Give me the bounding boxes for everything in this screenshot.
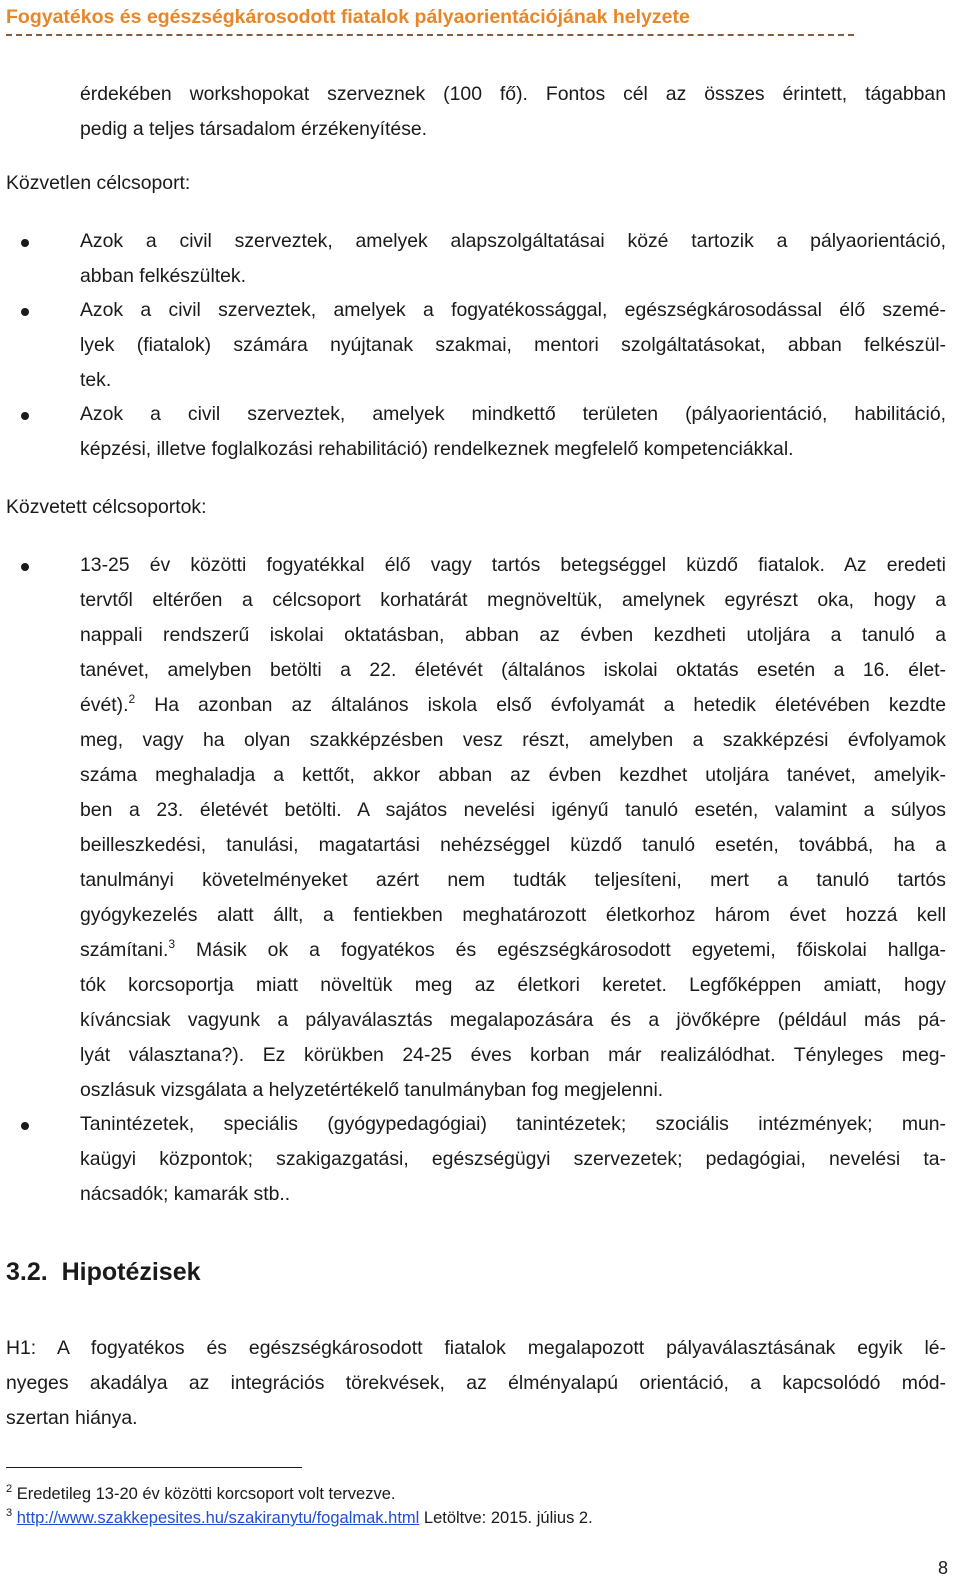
section-heading: 3.2. Hipotézisek <box>6 1258 201 1286</box>
list-item-line: Tanintézetek, speciális (gyógypedagógiai) tanintézetek; szociális intézmények; mun- <box>80 1113 946 1135</box>
list-item-line: beilleszkedési, tanulási, magatartási nehézséggel küzdő tanuló esetén, továbbá, ha a <box>80 834 946 856</box>
footnote-ref[interactable]: 2 <box>128 692 136 706</box>
paragraph-line: H1: A fogyatékos és egészségkárosodott fiatalok megalapozott pályaválasztásának egyik lé- <box>6 1337 946 1359</box>
list-item-line <box>80 938 946 962</box>
list-item-line: kaügyi központok; szakigazgatási, egészségügyi szervezetek; pedagógiai, nevelési ta- <box>80 1148 946 1170</box>
section-label-indirect: Közvetett célcsoportok: <box>6 496 207 518</box>
list-item-line: 13-25 év közötti fogyatékkal élő vagy tartós betegséggel küzdő fiatalok. Az eredeti <box>80 554 946 576</box>
list-item-line: meg, vagy ha olyan szakképzésben vesz részt, amelyben a szakképzési évfolyamok <box>80 729 946 751</box>
footnote-link[interactable]: http://www.szakkepesites.hu/szakiranytu/fogalmak.html <box>16 1509 420 1527</box>
list-item-line: tanulmányi követelményeket azért nem tudták teljesíteni, mert a tanuló tartós <box>80 869 946 891</box>
list-item-line: nácsadók; kamarák stb.. <box>80 1183 291 1205</box>
footnote-divider <box>6 1467 302 1468</box>
bullet-icon <box>21 308 29 316</box>
list-item-line: lyek (fiatalok) számára nyújtanak szakmai, mentori szolgáltatásokat, abban felkészül- <box>80 334 946 356</box>
footnote-ref[interactable]: 3 <box>168 937 176 951</box>
list-item-line <box>80 693 946 717</box>
list-item-line: Azok a civil szerveztek, amelyek alapszolgáltatásai közé tartozik a pályaorientáció, <box>80 230 946 252</box>
header-divider <box>6 34 854 36</box>
list-item-line: Azok a civil szerveztek, amelyek a fogyatékossággal, egészségkárosodással élő szemé- <box>80 299 946 321</box>
text-run: Másik ok a fogyatékos és egészségkárosodott egyetemi, főiskolai hallga- <box>175 939 946 961</box>
list-item-line: tek. <box>80 369 112 391</box>
footnote-number: 2 <box>6 1483 13 1495</box>
footnote-text: Letöltve: 2015. július 2. <box>419 1509 593 1527</box>
paragraph-line: szertan hiánya. <box>6 1407 138 1429</box>
list-item-line: Azok a civil szerveztek, amelyek mindkettő területen (pályaorientáció, habilitáció, <box>80 403 946 425</box>
list-item-line: nappali rendszerű iskolai oktatásban, abban az évben kezdheti utoljára a tanuló a <box>80 624 946 646</box>
page-number: 8 <box>937 1558 948 1578</box>
list-item-line: gyógykezelés alatt állt, a fentiekben meghatározott életkorhoz három évet hozzá kell <box>80 904 946 926</box>
header-title: Fogyatékos és egészségkárosodott fiatalok pályaorientációjának helyzete <box>6 6 690 28</box>
text-run: számítani. <box>80 939 169 961</box>
list-item-line: oszlásuk vizsgálata a helyzetértékelő tanulmányban fog megjelenni. <box>80 1079 664 1101</box>
paragraph-line: nyeges akadálya az integrációs törekvések, az élményalapú orientáció, a kapcsolódó mód- <box>6 1372 946 1394</box>
footnote-number: 3 <box>6 1507 13 1519</box>
list-item-line: képzési, illetve foglalkozási rehabilitáció) rendelkeznek megfelelő kompetenciákkal. <box>80 438 794 460</box>
list-item-line: ben a 23. életévét betölti. A sajátos nevelési igényű tanuló esetén, valamint a súlyos <box>80 799 946 821</box>
list-item-line: száma meghaladja a kettőt, akkor abban az évben kezdhet utoljára tanévet, amelyik- <box>80 764 946 786</box>
footnote <box>6 1508 593 1528</box>
section-label-direct: Közvetlen célcsoport: <box>6 172 191 194</box>
footnote-text: Eredetileg 13-20 év közötti korcsoport volt tervezve. <box>12 1485 396 1503</box>
bullet-icon <box>21 239 29 247</box>
text-run: évét). <box>80 694 129 716</box>
footnote <box>6 1484 395 1504</box>
text-run: Ha azonban az általános iskola első évfolyamát a hetedik életévében kezdte <box>135 694 946 716</box>
list-item-line: abban felkészültek. <box>80 265 247 287</box>
paragraph-line: érdekében workshopokat szerveznek (100 fő). Fontos cél az összes érintett, tágabban <box>80 83 946 105</box>
bullet-icon <box>21 412 29 420</box>
list-item-line: lyát választana?). Ez körükben 24-25 éves korban már realizálódhat. Tényleges meg- <box>80 1044 946 1066</box>
bullet-icon <box>21 1122 29 1130</box>
list-item-line: tanévet, amelyben betölti a 22. életévét (általános iskolai oktatás esetén a 16. élet- <box>80 659 946 681</box>
bullet-icon <box>21 563 29 571</box>
list-item-line: kíváncsiak vagyunk a pályaválasztás megalapozására és a jövőképre (például más pá- <box>80 1009 946 1031</box>
paragraph-line: pedig a teljes társadalom érzékenyítése. <box>80 118 428 140</box>
list-item-line: tók korcsoportja miatt növeltük meg az életkori keretet. Legfőképpen amiatt, hogy <box>80 974 946 996</box>
list-item-line: tervtől eltérően a célcsoport korhatárát megnöveltük, amelynek egyrészt oka, hogy a <box>80 589 946 611</box>
